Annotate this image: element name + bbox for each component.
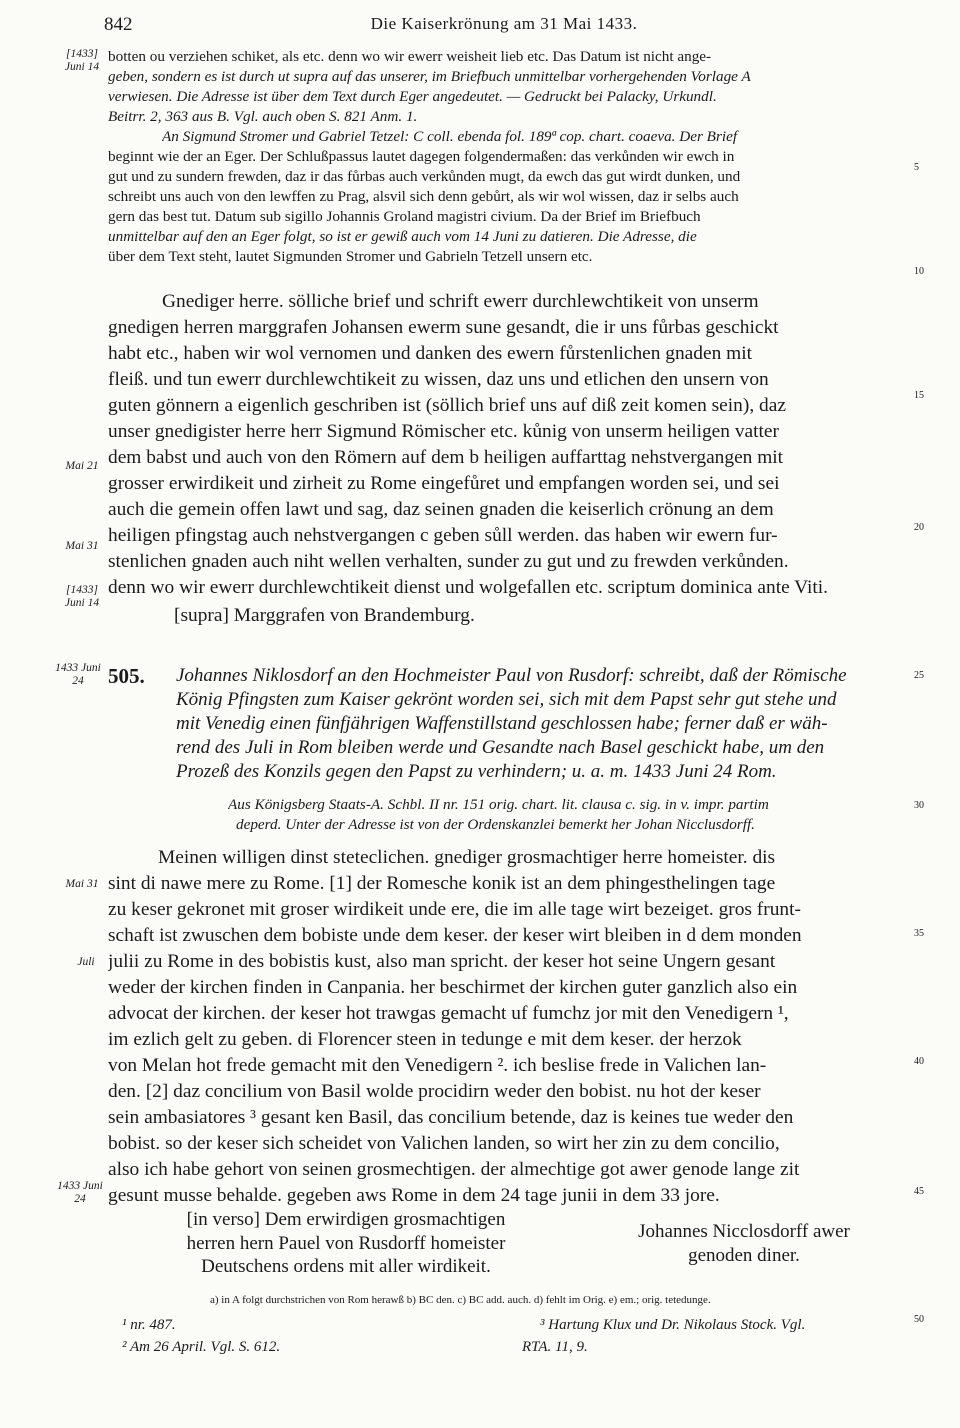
letter-line: von Melan hot frede gemacht mit den Venedigern ². ich beslise frede in Valichen lan- <box>108 1055 767 1076</box>
line-number: 10 <box>914 266 924 277</box>
regest-line: mit Venedig einen fünfjährigen Waffenstillstand geschlossen habe; ferner daß er wäh- <box>176 713 828 734</box>
document-number: 505. <box>108 664 145 688</box>
line-number: 30 <box>914 800 924 811</box>
letter-line: zu keser gekronet mit groser wirdikeit unde ere, die im alle tage wirt bezeiget. gros frunt- <box>108 899 801 920</box>
letter-line: stenlichen gnaden auch niht wellen verhalten, sunder zu gut und zu frewden verkůnden. <box>108 551 789 572</box>
letter-line: [supra] Marggrafen von Brandemburg. <box>174 605 475 626</box>
line-number: 50 <box>914 1314 924 1325</box>
address-line: herren hern Pauel von Rusdorff homeister <box>186 1232 506 1254</box>
letter-line: auch die gemein offen lawt und sag, daz seinen gnaden die keiserlich crönung an dem <box>108 499 774 520</box>
line-number: 45 <box>914 1186 924 1197</box>
commentary-line: gut und zu sundern frewden, daz ir das fůrbas auch verkůnden mugt, da ewch das gut wirdt dunken, und <box>108 168 741 185</box>
letter-line: Gnediger herre. sölliche brief und schrift ewerr durchlewchtikeit von unserm <box>162 291 759 312</box>
commentary-line: geben, sondern es ist durch ut supra auf das unserer, im Briefbuch unmittelbar vorhergehenden Vorlage A <box>108 68 751 85</box>
verso-address <box>126 1208 566 1279</box>
letter-line: Meinen willigen dinst steteclichen. gnediger grosmachtiger herre homeister. dis <box>158 847 776 868</box>
letter-line: also ich habe gehort von seinen grosmechtigen. der almechtige got awer genode lange zit <box>108 1159 800 1180</box>
line-number: 15 <box>914 390 924 401</box>
commentary-line: beginnt wie der an Eger. Der Schlußpassus lautet dagegen folgendermaßen: das verkůnden wir ewch in <box>108 148 735 165</box>
footnote: RTA. 11, 9. <box>522 1339 588 1355</box>
letter-line: guten gönnern a eigenlich geschriben ist (söllich brief uns auf diß zeit komen sein), daz <box>108 395 786 416</box>
commentary-line: über dem Text steht, lautet Sigmunden Stromer und Gabrieln Tetzell unsern etc. <box>108 248 593 265</box>
letter-line: heiligen pfingstag auch nehstvergangen c geben sůll werden. das haben wir ewern fur- <box>108 525 778 546</box>
footnote: ¹ nr. 487. <box>122 1317 176 1333</box>
regest-line: Prozeß des Konzils gegen den Papst zu verhindern; u. a. m. 1433 Juni 24 Rom. <box>176 761 777 782</box>
letter-line: grosser erwirdikeit und zirheit zu Rome eingefůret und empfangen worden sei, und sei <box>108 473 780 494</box>
footnote: ³ Hartung Klux und Dr. Nikolaus Stock. Vgl. <box>540 1317 806 1333</box>
letter-line: habt etc., haben wir wol vernomen und danken des ewern fůrstenlichen gnaden mit <box>108 343 752 364</box>
letter-line: den. [2] daz concilium von Basil wolde procidirn weder den bobist. nu hot der keser <box>108 1081 761 1102</box>
line-number: 35 <box>914 928 924 939</box>
letter-line: denn wo wir ewerr durchlewchtikeit dienst und wolgefallen etc. scriptum dominica ante Viti. <box>108 577 829 598</box>
letter-line: gesunt musse behalde. gegeben aws Rome in dem 24 tage junii in dem 33 jore. <box>108 1185 720 1206</box>
letter-line: schaft ist zwuschen dem bobiste unde dem keser. der keser wirt bleiben in d dem monden <box>108 925 802 946</box>
letter-line: fleiß. und tun ewerr durchlewchtikeit zu wissen, daz uns und etlichen den unsern von <box>108 369 769 390</box>
line-number: 25 <box>914 670 924 681</box>
regest-line: rend des Juli in Rom bleiben werde und Gesandte nach Basel geschickt habe, um den <box>176 737 825 758</box>
signature-line: Johannes Nicclosdorff awer <box>638 1221 850 1242</box>
commentary-line: gern das best tut. Datum sub sigillo Johannis Groland magistri civium. Da der Brief im Briefbuch <box>108 208 701 225</box>
regest-line: König Pfingsten zum Kaiser gekrönt worden sei, sich mit dem Papst sehr gut stehe und <box>176 689 837 710</box>
commentary-line: verwiesen. Die Adresse ist über dem Text durch Eger angedeutet. — Gedruckt bei Palacky, Urkundl. <box>108 88 717 105</box>
line-number: 20 <box>914 522 924 533</box>
address-line: [in verso] Dem erwirdigen grosmachtigen <box>186 1209 506 1230</box>
running-title: Die Kaiserkrönung am 31 Mai 1433. <box>370 14 638 33</box>
letter-line: im ezlich gelt zu geben. di Florencer steen in tedunge e mit dem keser. der herzok <box>108 1029 742 1050</box>
source-line: Aus Königsberg Staats-A. Schbl. II nr. 151 orig. chart. lit. clausa c. sig. in v. impr. partim <box>228 796 769 813</box>
margin-date: 1433 Juni 24 <box>57 1180 103 1205</box>
letter-line: dem babst und auch von den Römern auf dem b heiligen auffarttag nehstvergangen mit <box>108 447 784 468</box>
commentary-line: Beitrr. 2, 363 aus B. Vgl. auch oben S. 821 Anm. 1. <box>108 108 418 125</box>
letter-line: advocat der kirchen. der keser hot trawgas gemacht uf fumchz jor mit den Venedigern ¹, <box>108 1003 789 1024</box>
variant-notes: a) in A folgt durchstrichen von Rom herawß b) BC den. c) BC add. auch. d) fehlt im Orig. e) em.; orig. tetedunge. <box>210 1294 711 1306</box>
signature-line: genoden diner. <box>688 1245 800 1266</box>
letter-line: gnedigen herren marggrafen Johansen ewerm sune gesandt, die ir uns fůrbas geschickt <box>108 317 779 338</box>
letter-line: sint di nawe mere zu Rome. [1] der Romesche konik ist an dem phingesthelingen tage <box>108 873 776 894</box>
commentary-line: schreibt uns auch von den lewffen zu Prag, alsvil sich denn gebůrt, als wir wol wissen, daz ir selbs auch <box>108 188 739 205</box>
margin-date: [1433] Juni 14 <box>64 584 100 609</box>
page-header <box>104 14 904 40</box>
letter-line: bobist. so der keser sich scheidet von Valichen landen, so wirt her zin zu dem concilio, <box>108 1133 780 1154</box>
signature <box>612 1220 876 1268</box>
line-number: 5 <box>914 162 919 173</box>
letter-line: unser gnedigister herre herr Sigmund Römischer etc. kůnig von unserm heiligen vatter <box>108 421 779 442</box>
margin-date: [1433] Juni 14 <box>64 48 100 73</box>
letter-line: weder der kirchen finden in Canpania. her beschirmet der kirchen guter ganzlich also ein <box>108 977 798 998</box>
letter-line: julii zu Rome in des bobistis kust, also man spricht. der keser hot seine Ungern gesant <box>108 951 776 972</box>
margin-date: Mai 31 <box>65 878 99 890</box>
footnote: ² Am 26 April. Vgl. S. 612. <box>122 1339 281 1355</box>
letter-line: sein ambasiatores ³ gesant ken Basil, das concilium betende, daz is keines tue weder den <box>108 1107 794 1128</box>
commentary-line: botten ou verziehen schiket, als etc. denn wo wir ewerr weisheit lieb etc. Das Datum ist nicht ange- <box>108 48 712 65</box>
source-line: deperd. Unter der Adresse ist von der Ordenskanzlei bemerkt her Johan Nicclusdorff. <box>236 816 755 833</box>
regest-line: Johannes Niklosdorf an den Hochmeister Paul von Rusdorf: schreibt, daß der Römische <box>176 665 847 686</box>
line-number: 40 <box>914 1056 924 1067</box>
margin-date: Juli <box>77 956 95 968</box>
commentary-line: An Sigmund Stromer und Gabriel Tetzel: C coll. ebenda fol. 189ª cop. chart. coaeva. Der Brief <box>162 128 738 145</box>
page-number: 842 <box>104 14 133 35</box>
address-line: Deutschens ordens mit aller wirdikeit. <box>201 1256 491 1277</box>
margin-date: Mai 21 <box>65 460 99 472</box>
margin-date: Mai 31 <box>65 540 99 552</box>
margin-date: 1433 Juni 24 <box>55 662 101 687</box>
commentary-line: unmittelbar auf den an Eger folgt, so ist er gewiß auch vom 14 Juni zu datieren. Die Adresse, die <box>108 228 697 245</box>
